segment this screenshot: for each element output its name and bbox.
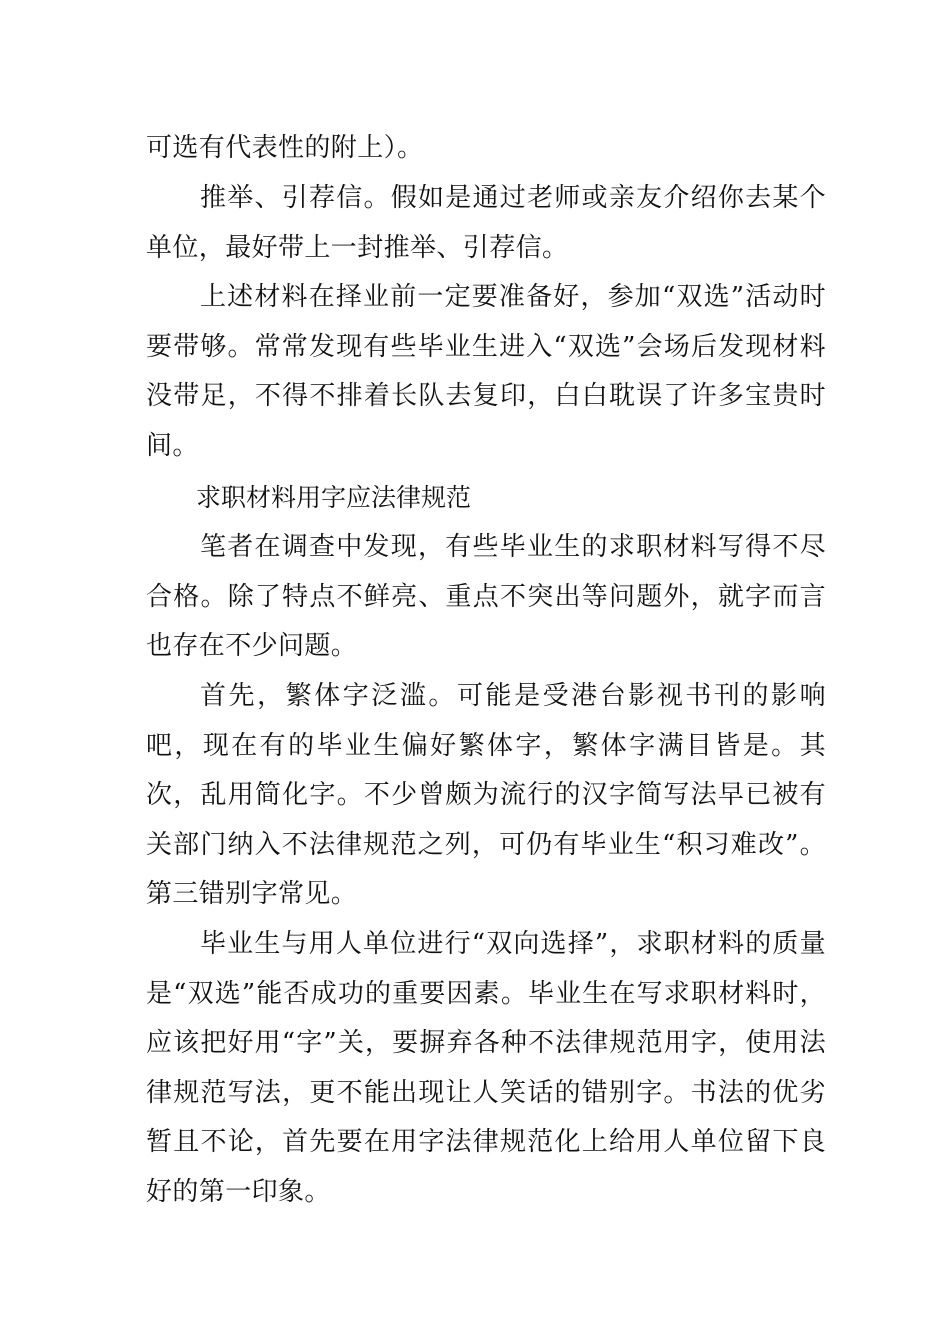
paragraph-recommendation-letter: 推举、引荐信。假如是通过老师或亲友介绍你去某个单位，最好带上一封推举、引荐信。 — [146, 183, 826, 263]
section-heading: 求职材料用字应法律规范 — [196, 483, 472, 512]
paragraph-survey-findings: 笔者在调查中发现，有些毕业生的求职材料写得不尽合格。除了特点不鲜亮、重点不突出等问题外，就字而言也存在不少问题。 — [146, 532, 826, 661]
paragraph-continuation: 可选有代表性的附上）。 — [146, 133, 424, 163]
paragraph-character-problems: 首先，繁体字泛滥。可能是受港台影视书刊的影响吧，现在有的毕业生偏好繁体字，繁体字满目皆是。其次，乱用简化字。不少曾颇为流行的汉字简写法早已被有关部门纳入不法律规范之列，可仍有毕业生“积习难改”。第三错别字常见。 — [146, 681, 826, 909]
paragraph-prepare-materials: 上述材料在择业前一定要准备好，参加“双选”活动时要带够。常常发现有些毕业生进入“双选”会场后发现材料没带足，不得不排着长队去复印，白白耽误了许多宝贵时间。 — [146, 282, 826, 461]
paragraph-conclusion: 毕业生与用人单位进行“双向选择”，求职材料的质量是“双选”能否成功的重要因素。毕业生在写求职材料时，应该把好用“字”关，要摒弃各种不法律规范用字，使用法律规范写法，更不能出现让人笑话的错别字。书法的优劣暂且不论，首先要在用字法律规范化上给用人单位留下良好的第一印象。 — [146, 929, 826, 1207]
